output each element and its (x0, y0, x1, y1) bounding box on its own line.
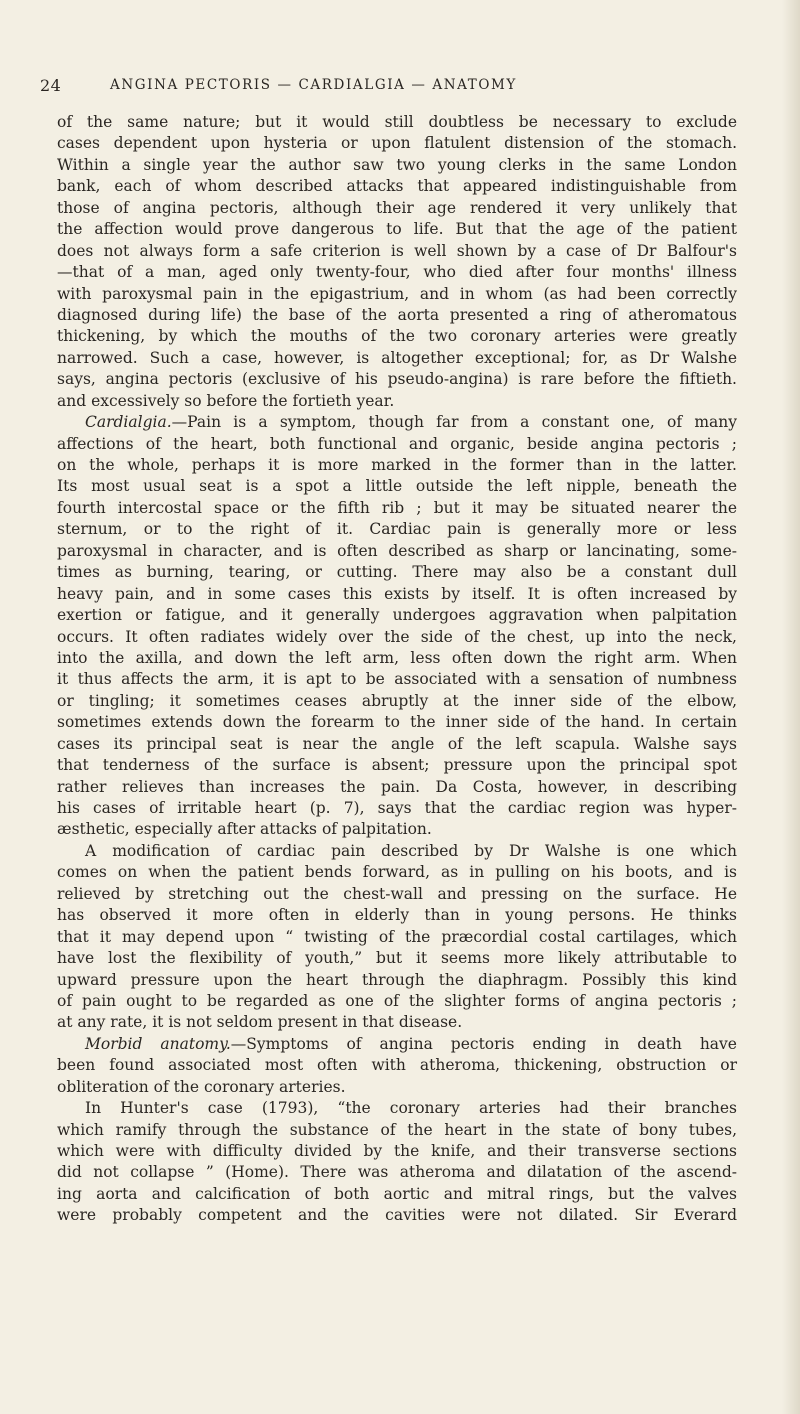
running-header (40, 76, 680, 100)
text-line: were probably competent and the cavities were not dilated. Sir Everard (57, 1206, 737, 1225)
text-line: of the same nature; but it would still doubtless be necessary to exclude (57, 113, 737, 131)
text-line: at any rate, it is not seldom present in that disease. (57, 1013, 463, 1032)
text-line: upward pressure upon the heart through the diaphragm. Possibly this kind (57, 970, 737, 989)
text-line: the affection would prove dangerous to life. But that the age of the patient (57, 220, 737, 239)
text-line: —that of a man, aged only twenty-four, who died after four months' illness (57, 263, 737, 282)
text-line: sometimes extends down the forearm to the inner side of the hand. In certain (57, 713, 737, 732)
text-line: rather relieves than increases the pain. Da Costa, however, in describing (57, 777, 737, 796)
text-line: says, angina pectoris (exclusive of his pseudo-angina) is rare before the fiftieth. (57, 370, 737, 389)
text-line: Morbid anatomy.—Symptoms of angina pectoris ending in death have (85, 1034, 737, 1053)
page-number: 24 (40, 76, 62, 95)
text-line: comes on when the patient bends forward, as in pulling on his boots, and is (57, 863, 737, 882)
text-line: cases dependent upon hysteria or upon flatulent distension of the stomach. (57, 134, 737, 153)
text-line: Within a single year the author saw two young clerks in the same London (57, 155, 737, 174)
text-line: has observed it more often in elderly than in young persons. He thinks (57, 906, 737, 925)
text-line: fourth intercostal space or the fifth rib ; but it may be situated nearer the (57, 498, 737, 517)
text-line: In Hunter's case (1793), “the coronary arteries had their branches (85, 1099, 737, 1118)
text-line: Cardialgia.—Pain is a symptom, though far from a constant one, of many (85, 413, 737, 432)
text-line: relieved by stretching out the chest-wall and pressing on the surface. He (57, 884, 737, 903)
text-line: sternum, or to the right of it. Cardiac pain is generally more or less (57, 520, 737, 539)
text-line: that tenderness of the surface is absent; pressure upon the principal spot (57, 756, 737, 775)
text-line: does not always form a safe criterion is well shown by a case of Dr Balfour's (57, 241, 737, 260)
text-line: of pain ought to be regarded as one of the slighter forms of angina pectoris ; (57, 991, 737, 1010)
text-line: that it may depend upon “ twisting of the præcordial costal cartilages, which (57, 927, 737, 946)
text-line: have lost the flexibility of youth,” but it seems more likely attributable to (57, 949, 737, 968)
text-line: into the axilla, and down the left arm, less often down the right arm. When (57, 648, 737, 667)
text-line: obliteration of the coronary arteries. (57, 1077, 346, 1096)
text-line: heavy pain, and in some cases this exists by itself. It is often increased by (57, 584, 737, 603)
text-line: cases its principal seat is near the angle of the left scapula. Walshe says (57, 734, 737, 753)
text-line: which ramify through the substance of the heart in the state of bony tubes, (57, 1120, 737, 1139)
text-line: his cases of irritable heart (p. 7), says that the cardiac region was hyper- (57, 799, 737, 817)
text-line: did not collapse ” (Home). There was atheroma and dilatation of the ascend- (57, 1163, 737, 1182)
text-line: A modification of cardiac pain described by Dr Walshe is one which (85, 841, 737, 860)
text-line: which were with difficulty divided by the knife, and their transverse sections (57, 1142, 737, 1160)
text-line: diagnosed during life) the base of the aorta presented a ring of atheromatous (57, 305, 737, 324)
text-line: with paroxysmal pain in the epigastrium, and in whom (as had been correctly (57, 284, 737, 303)
text-line: and excessively so before the fortieth year. (57, 391, 395, 410)
text-line: affections of the heart, both functional and organic, beside angina pectoris ; (57, 434, 737, 453)
text-line: those of angina pectoris, although their age rendered it very unlikely that (57, 198, 737, 217)
text-line: narrowed. Such a case, however, is altogether exceptional; for, as Dr Walshe (57, 348, 737, 367)
text-line: been found associated most often with atheroma, thickening, obstruction or (57, 1056, 737, 1075)
text-line: exertion or fatigue, and it generally undergoes aggravation when palpitation (57, 606, 737, 625)
text-line: æsthetic, especially after attacks of palpitation. (57, 820, 432, 839)
text-line: bank, each of whom described attacks that appeared indistinguishable from (57, 177, 737, 196)
text-line: Its most usual seat is a spot a little outside the left nipple, beneath the (57, 477, 737, 496)
section-lead-morbid-anatomy: Morbid anatomy. (85, 1034, 231, 1053)
text-line: it thus affects the arm, it is apt to be associated with a sensation of numbness (57, 670, 737, 689)
text-line: occurs. It often radiates widely over the side of the chest, up into the neck, (57, 627, 737, 646)
section-lead-cardialgia: Cardialgia. (85, 413, 172, 432)
text-line: times as burning, tearing, or cutting. There may also be a constant dull (57, 563, 737, 582)
text-line: ing aorta and calcification of both aortic and mitral rings, but the valves (57, 1184, 737, 1203)
body-text (57, 112, 737, 1227)
page-edge-shadow (782, 0, 800, 1414)
running-title: ANGINA PECTORIS — CARDIALGIA — ANATOMY (110, 77, 517, 93)
text-line: on the whole, perhaps it is more marked in the former than in the latter. (57, 456, 737, 474)
text-line: paroxysmal in character, and is often described as sharp or lancinating, some- (57, 541, 737, 560)
text-line: or tingling; it sometimes ceases abruptly at the inner side of the elbow, (57, 691, 737, 710)
text-line: thickening, by which the mouths of the two coronary arteries were greatly (57, 327, 737, 346)
